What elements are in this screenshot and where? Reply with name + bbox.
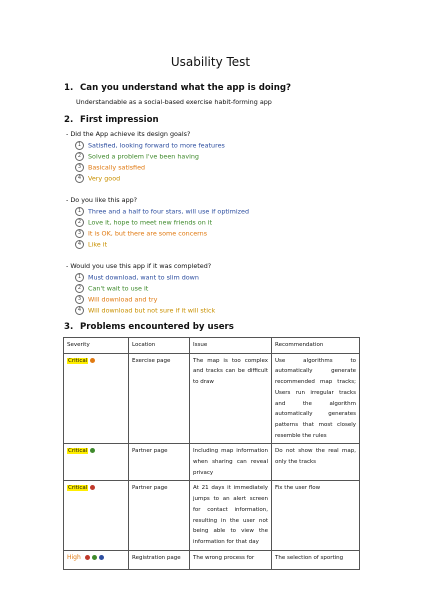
q2-option-3: [75, 229, 207, 238]
header-recommendation: Recommendation: [272, 338, 360, 354]
section-2-heading: [64, 115, 159, 125]
section-1-heading: [64, 83, 291, 93]
issue-cell: Including map information when sharing can reveal privacy: [190, 444, 272, 481]
option-marker: 2: [75, 152, 84, 161]
issue-cell: The wrong process for: [190, 550, 272, 569]
severity-cell: [64, 353, 129, 444]
option-marker: 3: [75, 295, 84, 304]
option-marker: 2: [75, 218, 84, 227]
q1-option-3: [75, 163, 145, 172]
table-row: [64, 550, 360, 569]
status-dot: [92, 555, 97, 560]
option-label: Satisfied, looking forward to more features: [88, 141, 225, 150]
location-cell: Registration page: [129, 550, 190, 569]
issues-table: [63, 337, 360, 570]
severity-cell: [64, 444, 129, 481]
option-label: Like it: [88, 240, 108, 249]
severity-badge: Critical: [68, 485, 88, 492]
q1-option-1: [75, 141, 225, 150]
location-cell: Partner page: [129, 481, 190, 550]
option-label: Solved a problem I've been having: [88, 152, 199, 161]
option-label: Can't wait to use it: [88, 284, 149, 293]
severity-badge: Critical: [68, 448, 88, 455]
section-3-heading: [64, 322, 234, 332]
option-marker: 1: [75, 207, 84, 216]
q3-option-2: [75, 284, 148, 293]
question-1: - Did the App achieve its design goals?: [66, 130, 191, 138]
header-issue: Issue: [190, 338, 272, 354]
option-marker: 4: [75, 306, 84, 315]
severity-badge: Critical: [68, 357, 88, 364]
recommendation-cell: Do not show the real map, only the tracks: [272, 444, 360, 481]
option-marker: 3: [75, 229, 84, 238]
document-title: Usability Test: [170, 55, 251, 69]
status-dot: [90, 358, 95, 363]
severity-cell: [64, 550, 129, 569]
option-marker: 4: [75, 174, 84, 183]
section-2-title: First impression: [80, 115, 159, 125]
question-3: - Would you use this app if it was completed?: [66, 262, 212, 270]
option-label: Will download but not sure if it will stick: [88, 306, 216, 315]
q2-option-4: [75, 240, 107, 249]
recommendation-cell: Fix the user flow: [272, 481, 360, 550]
section-2-number: 2.: [64, 115, 74, 125]
issue-cell: The map is too complex and tracks can be difficult to draw: [190, 353, 272, 444]
option-label: Love it, hope to meet new friends on it: [88, 218, 213, 227]
q1-option-2: [75, 152, 199, 161]
option-label: Very good: [88, 174, 121, 183]
header-location: Location: [129, 338, 190, 354]
section-3-title: Problems encountered by users: [80, 322, 234, 332]
recommendation-cell: Use algorithms to automatically generate recommended map tracks; Users run irregular tracks and the algorithm automatically generates patterns that most closely resemble the rules: [272, 353, 360, 444]
table-row: [64, 353, 360, 444]
location-cell: Partner page: [129, 444, 190, 481]
section-1-number: 1.: [64, 83, 74, 93]
status-dot: [90, 448, 95, 453]
section-1-answer: Understandable as a social-based exercise habit-forming app: [76, 98, 272, 106]
q3-option-3: [75, 295, 157, 304]
q1-option-4: [75, 174, 120, 183]
severity-cell: [64, 481, 129, 550]
q3-option-1: [75, 273, 199, 282]
option-label: It is OK, but there are some concerns: [88, 229, 208, 238]
recommendation-cell: The selection of sporting: [272, 550, 360, 569]
location-cell: Exercise page: [129, 353, 190, 444]
option-marker: 1: [75, 141, 84, 150]
option-label: Three and a half to four stars, will use if optimized: [88, 207, 250, 216]
option-label: Will download and try: [88, 295, 158, 304]
q2-option-1: [75, 207, 249, 216]
section-1-title: Can you understand what the app is doing?: [80, 83, 291, 93]
option-label: Basically satisfied: [88, 163, 146, 172]
option-marker: 3: [75, 163, 84, 172]
status-dot: [99, 555, 104, 560]
table-row: [64, 481, 360, 550]
q3-option-4: [75, 306, 215, 315]
status-dot: [85, 555, 90, 560]
issue-cell: At 21 days it immediately jumps to an alert screen for contact information, resulting in the user not being able to view the information for that day: [190, 481, 272, 550]
severity-label: High: [67, 553, 81, 561]
option-marker: 1: [75, 273, 84, 282]
table-header-row: [64, 338, 360, 354]
q2-option-2: [75, 218, 212, 227]
table-row: [64, 444, 360, 481]
question-2: - Do you like this app?: [66, 196, 138, 204]
status-dot: [90, 485, 95, 490]
option-label: Must download, want to slim down: [88, 273, 199, 282]
header-severity: Severity: [64, 338, 129, 354]
option-marker: 2: [75, 284, 84, 293]
section-3-number: 3.: [64, 322, 74, 332]
option-marker: 4: [75, 240, 84, 249]
